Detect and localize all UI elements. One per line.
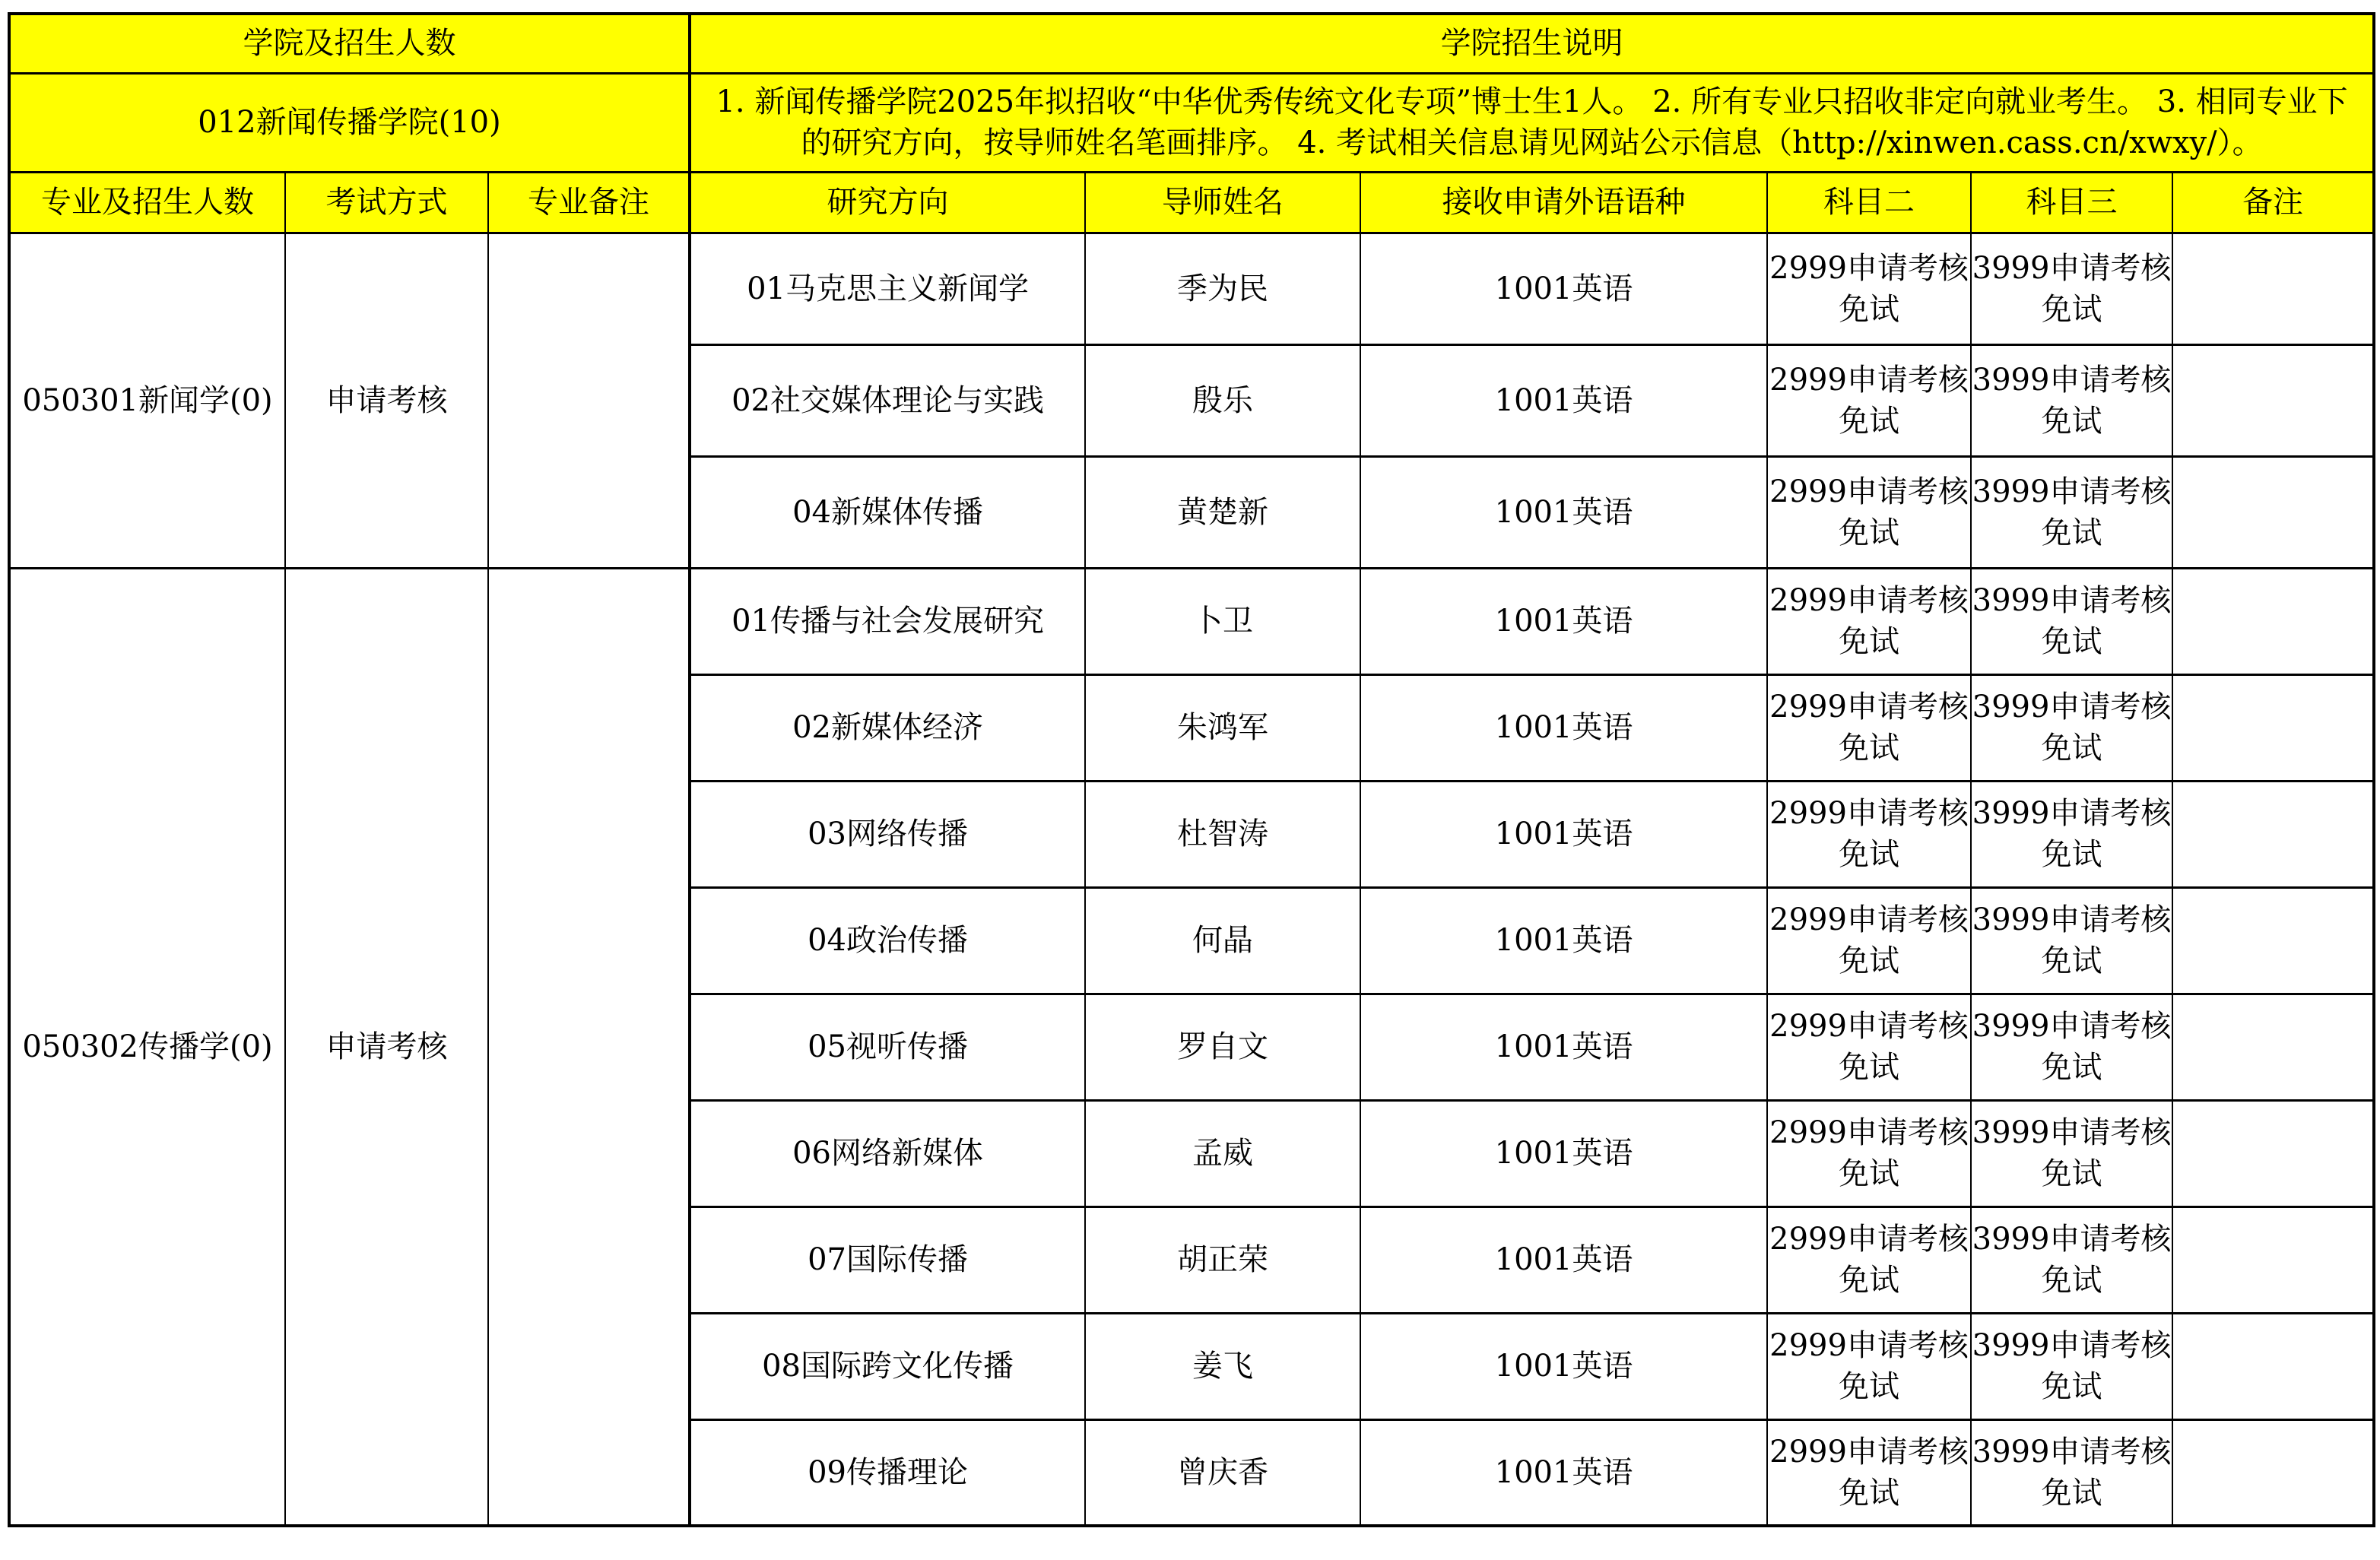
cell-direction: 06网络新媒体: [690, 1100, 1085, 1206]
cell-language: 1001英语: [1360, 344, 1767, 456]
cell-subject2: 2999申请考核免试: [1767, 344, 1971, 456]
cell-remark: [2172, 994, 2374, 1100]
cell-remark: [2172, 456, 2374, 568]
cell-remark: [2172, 1419, 2374, 1526]
cell-direction: 02社交媒体理论与实践: [690, 344, 1085, 456]
column-header-language: 接收申请外语语种: [1360, 172, 1767, 233]
table-header-row: [9, 172, 2374, 233]
cell-subject2: 2999申请考核免试: [1767, 674, 1971, 781]
cell-subject3: 3999申请考核免试: [1971, 456, 2172, 568]
cell-subject3: 3999申请考核免试: [1971, 674, 2172, 781]
cell-supervisor: 曾庆香: [1085, 1419, 1360, 1526]
cell-subject2: 2999申请考核免试: [1767, 1313, 1971, 1419]
college-notes: [690, 73, 2374, 172]
column-header-major: 专业及招生人数: [9, 172, 285, 233]
cell-remark: [2172, 781, 2374, 887]
cell-direction: 08国际跨文化传播: [690, 1313, 1085, 1419]
column-header-exam-method: 考试方式: [285, 172, 488, 233]
cell-supervisor: 朱鸿军: [1085, 674, 1360, 781]
cell-language: 1001英语: [1360, 781, 1767, 887]
table-row: [9, 14, 2374, 73]
cell-remark: [2172, 1100, 2374, 1206]
cell-subject3: 3999申请考核免试: [1971, 781, 2172, 887]
cell-supervisor: 胡正荣: [1085, 1206, 1360, 1313]
cell-supervisor: 杜智涛: [1085, 781, 1360, 887]
cell-supervisor: 罗自文: [1085, 994, 1360, 1100]
cell-exam-method: 申请考核: [285, 233, 488, 568]
cell-remark: [2172, 1313, 2374, 1419]
cell-remark: [2172, 1206, 2374, 1313]
college-notes-header: 学院招生说明: [690, 14, 2374, 73]
college-section-header: 学院及招生人数: [9, 14, 690, 73]
column-header-major-note: 专业备注: [488, 172, 690, 233]
cell-subject2: 2999申请考核免试: [1767, 233, 1971, 344]
column-header-remark: 备注: [2172, 172, 2374, 233]
cell-direction: 02新媒体经济: [690, 674, 1085, 781]
table-row: [9, 73, 2374, 172]
cell-subject2: 2999申请考核免试: [1767, 781, 1971, 887]
cell-language: 1001英语: [1360, 1206, 1767, 1313]
cell-subject3: 3999申请考核免试: [1971, 1100, 2172, 1206]
cell-direction: 07国际传播: [690, 1206, 1085, 1313]
cell-language: 1001英语: [1360, 1100, 1767, 1206]
cell-major-note: [488, 233, 690, 568]
cell-subject2: 2999申请考核免试: [1767, 568, 1971, 674]
cell-language: 1001英语: [1360, 456, 1767, 568]
cell-direction: 04新媒体传播: [690, 456, 1085, 568]
cell-language: 1001英语: [1360, 994, 1767, 1100]
table-row: [9, 233, 2374, 344]
cell-subject2: 2999申请考核免试: [1767, 1100, 1971, 1206]
cell-language: 1001英语: [1360, 1419, 1767, 1526]
cell-remark: [2172, 674, 2374, 781]
cell-remark: [2172, 568, 2374, 674]
admissions-table: [8, 12, 2375, 1527]
college-note-line-1: 1. 新闻传播学院2025年拟招收“中华优秀传统文化专项”博士生1人。 2. 所有专业只招收非定向就业考生。 3. 相同专业下: [716, 84, 2348, 119]
cell-subject3: 3999申请考核免试: [1971, 887, 2172, 994]
cell-language: 1001英语: [1360, 887, 1767, 994]
column-header-supervisor: 导师姓名: [1085, 172, 1360, 233]
cell-supervisor: 季为民: [1085, 233, 1360, 344]
cell-major-note: [488, 568, 690, 1526]
cell-supervisor: 卜卫: [1085, 568, 1360, 674]
cell-direction: 01传播与社会发展研究: [690, 568, 1085, 674]
cell-remark: [2172, 887, 2374, 994]
column-header-subject2: 科目二: [1767, 172, 1971, 233]
cell-subject2: 2999申请考核免试: [1767, 1206, 1971, 1313]
cell-subject3: 3999申请考核免试: [1971, 1313, 2172, 1419]
cell-major: 050302传播学(0): [9, 568, 285, 1526]
cell-supervisor: 殷乐: [1085, 344, 1360, 456]
cell-subject3: 3999申请考核免试: [1971, 1206, 2172, 1313]
cell-subject2: 2999申请考核免试: [1767, 1419, 1971, 1526]
cell-subject3: 3999申请考核免试: [1971, 568, 2172, 674]
cell-direction: 03网络传播: [690, 781, 1085, 887]
column-header-subject3: 科目三: [1971, 172, 2172, 233]
cell-direction: 01马克思主义新闻学: [690, 233, 1085, 344]
cell-subject2: 2999申请考核免试: [1767, 456, 1971, 568]
cell-subject2: 2999申请考核免试: [1767, 994, 1971, 1100]
cell-subject3: 3999申请考核免试: [1971, 994, 2172, 1100]
cell-subject3: 3999申请考核免试: [1971, 233, 2172, 344]
column-header-direction: 研究方向: [690, 172, 1085, 233]
table-row: [9, 568, 2374, 674]
cell-direction: 09传播理论: [690, 1419, 1085, 1526]
cell-language: 1001英语: [1360, 674, 1767, 781]
cell-language: 1001英语: [1360, 1313, 1767, 1419]
college-note-line-2: 的研究方向，按导师姓名笔画排序。 4. 考试相关信息请见网站公示信息（http://xinwen.cass.cn/xwxy/）。: [801, 125, 2263, 160]
cell-supervisor: 孟威: [1085, 1100, 1360, 1206]
cell-major: 050301新闻学(0): [9, 233, 285, 568]
college-name: 012新闻传播学院(10): [9, 73, 690, 172]
cell-exam-method: 申请考核: [285, 568, 488, 1526]
cell-direction: 05视听传播: [690, 994, 1085, 1100]
cell-language: 1001英语: [1360, 233, 1767, 344]
cell-supervisor: 姜飞: [1085, 1313, 1360, 1419]
cell-supervisor: 黄楚新: [1085, 456, 1360, 568]
cell-direction: 04政治传播: [690, 887, 1085, 994]
cell-subject3: 3999申请考核免试: [1971, 344, 2172, 456]
cell-language: 1001英语: [1360, 568, 1767, 674]
cell-supervisor: 何晶: [1085, 887, 1360, 994]
cell-subject2: 2999申请考核免试: [1767, 887, 1971, 994]
cell-subject3: 3999申请考核免试: [1971, 1419, 2172, 1526]
cell-remark: [2172, 233, 2374, 344]
cell-remark: [2172, 344, 2374, 456]
